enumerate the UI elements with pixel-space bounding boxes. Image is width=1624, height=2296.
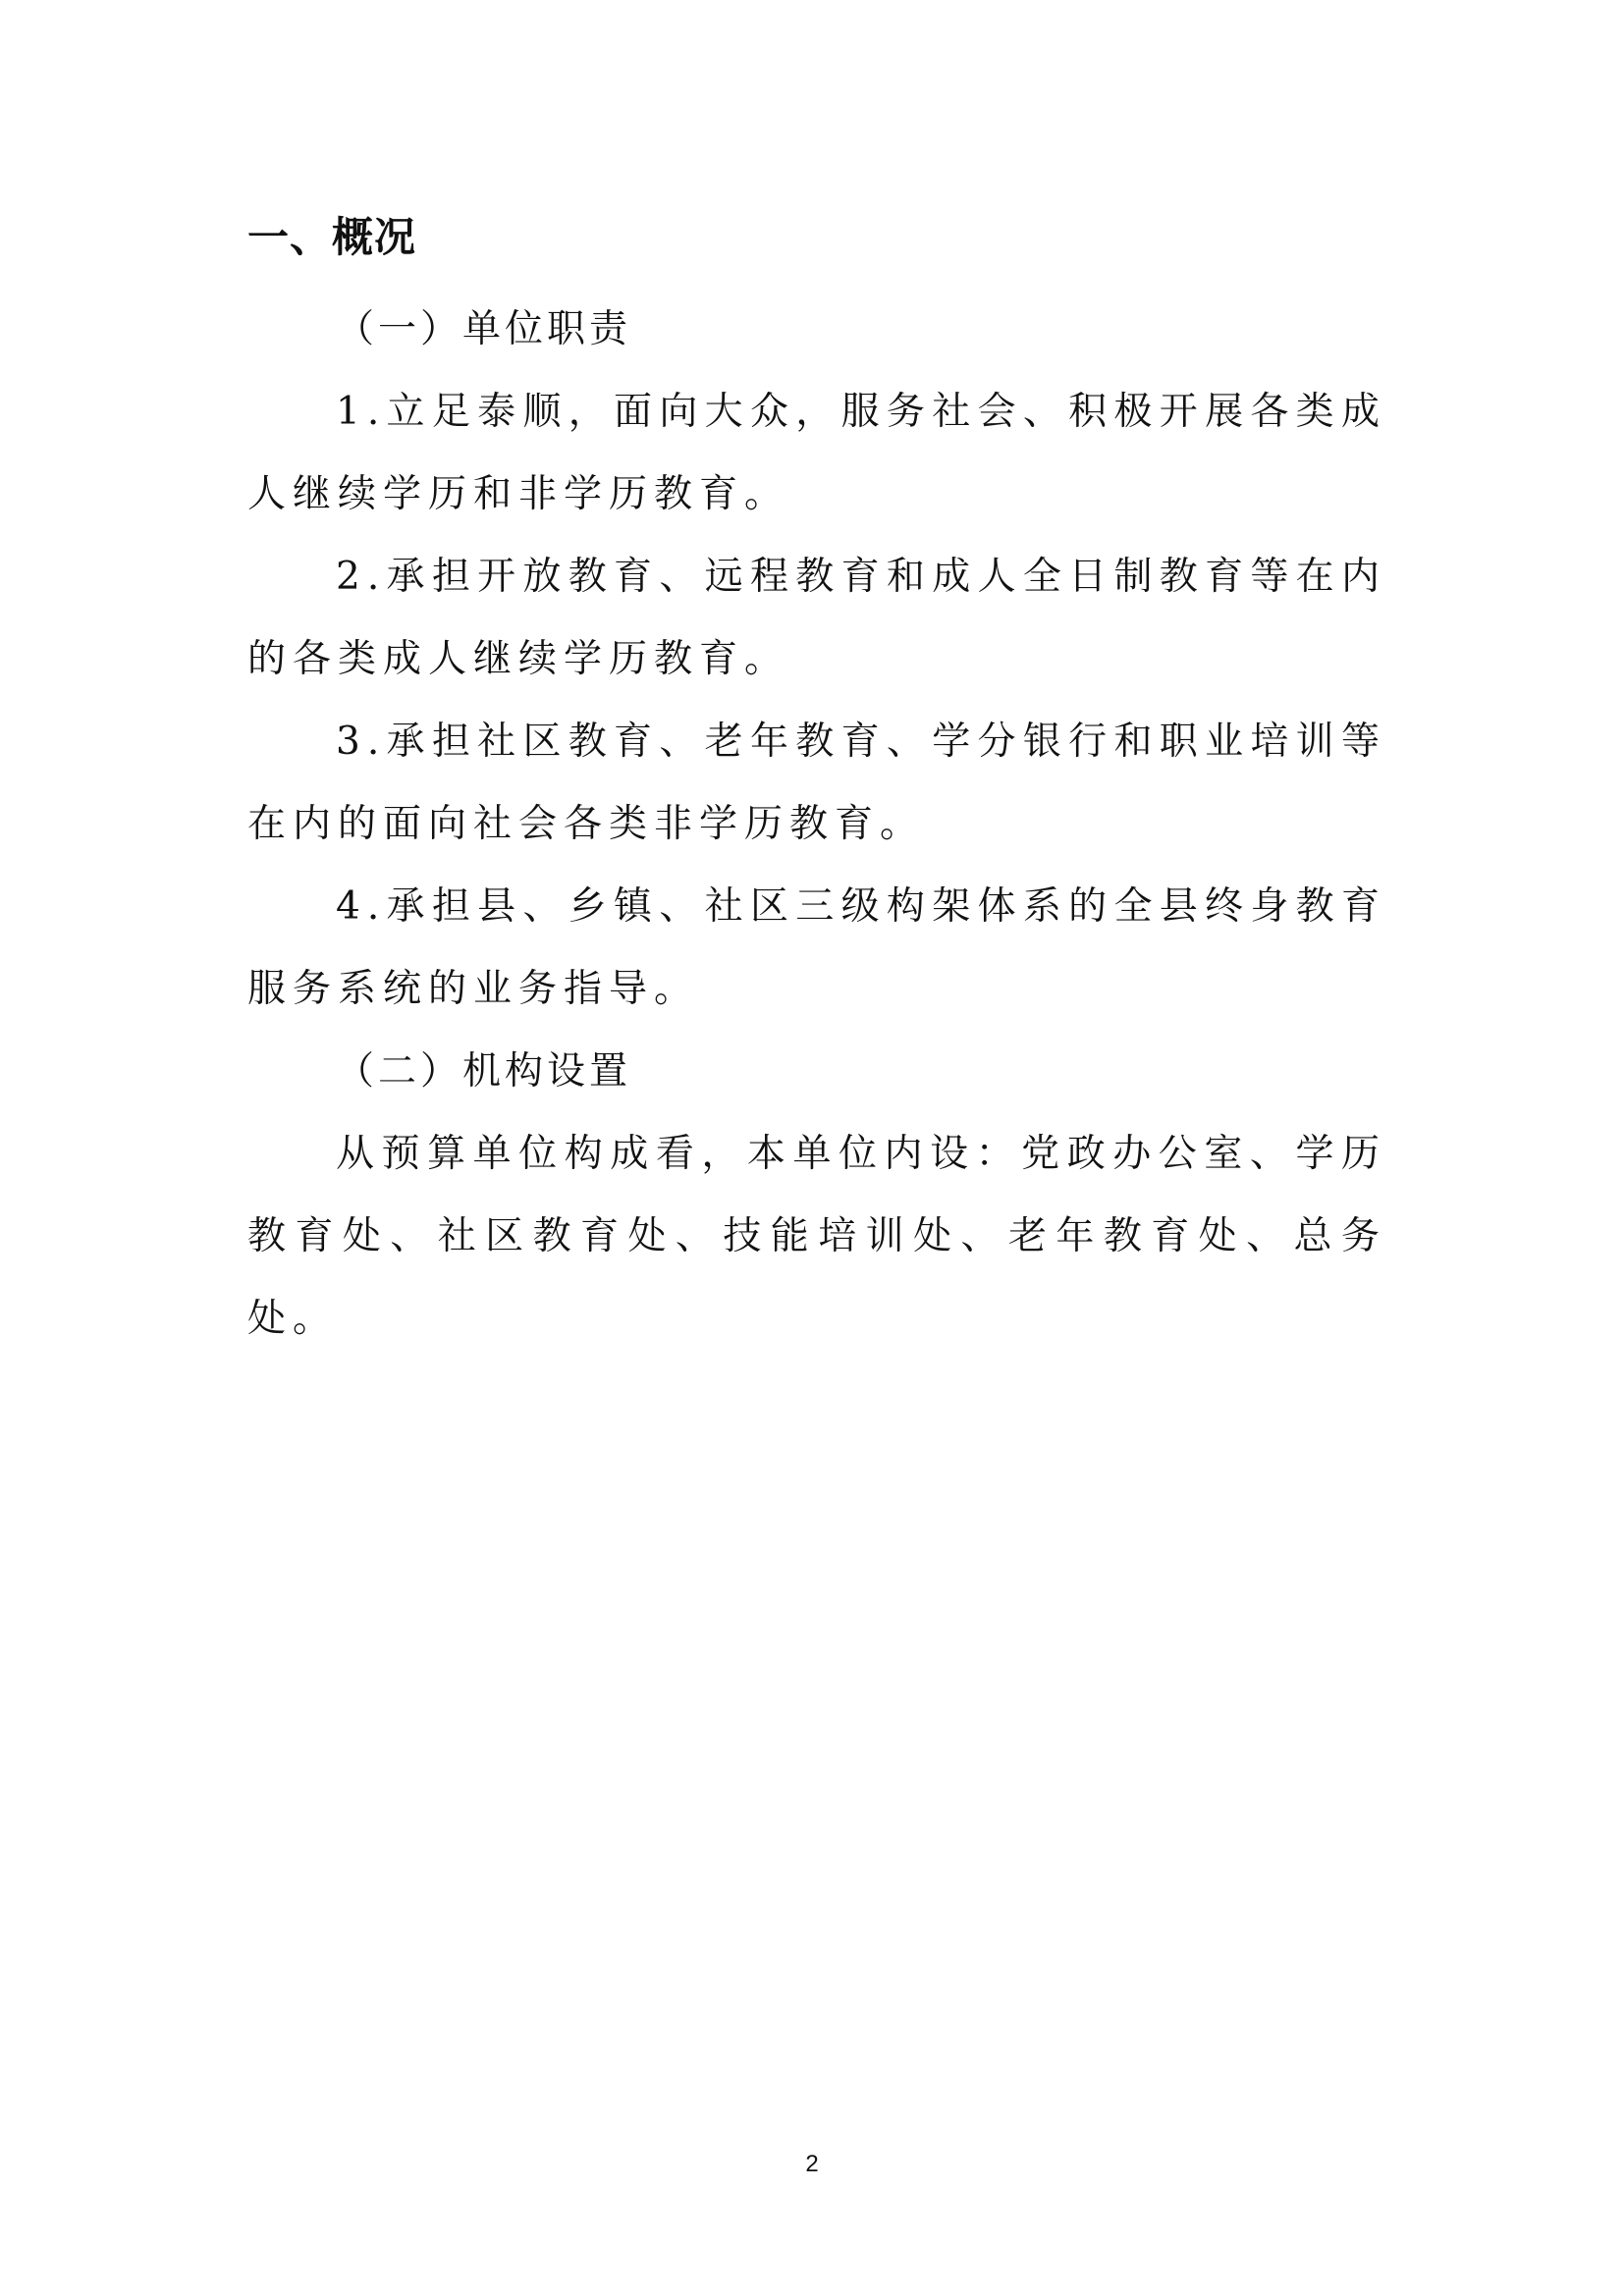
duty-item-4: 4.承担县、乡镇、社区三级构架体系的全县终身教育服务系统的业务指导。 bbox=[247, 884, 1386, 1011]
page-number: 2 bbox=[805, 2151, 819, 2177]
organization-paragraph: 从预算单位构成看，本单位内设：党政办公室、学历教育处、社区教育处、技能培训处、老年教育处、总务处。 bbox=[247, 1132, 1386, 1341]
duty-item-2: 2.承担开放教育、远程教育和成人全日制教育等在内的各类成人继续学历教育。 bbox=[247, 555, 1386, 681]
document-content bbox=[247, 206, 1386, 1361]
section-heading: 一、概况 bbox=[247, 213, 417, 261]
duty-item-3: 3.承担社区教育、老年教育、学分银行和职业培训等在内的面向社会各类非学历教育。 bbox=[247, 720, 1386, 846]
subsection-title-organization: （二）机构设置 bbox=[336, 1049, 632, 1094]
subsection-title-duties: （一）单位职责 bbox=[336, 307, 632, 351]
duty-item-1: 1.立足泰顺，面向大众，服务社会、积极开展各类成人继续学历和非学历教育。 bbox=[247, 390, 1386, 516]
